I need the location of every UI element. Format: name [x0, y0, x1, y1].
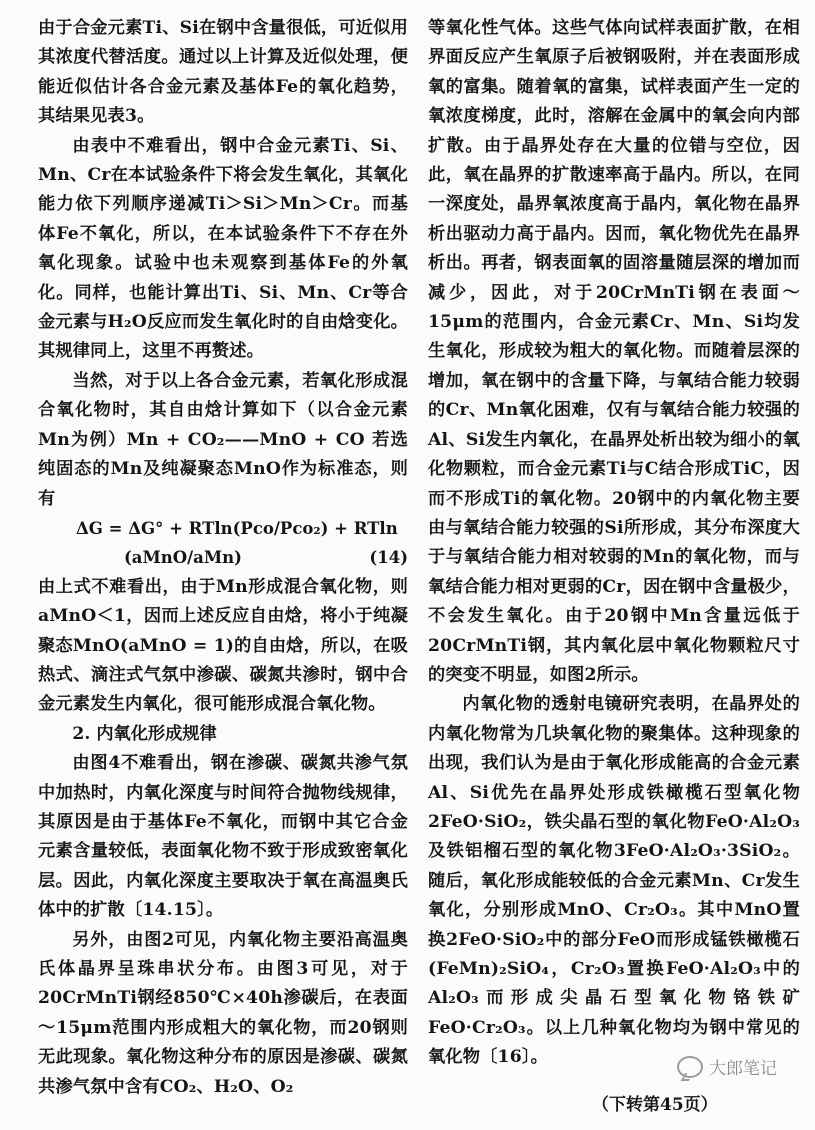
paragraph: 由表中不难看出，钢中合金元素Ti、Si、Mn、Cr在本试验条件下将会发生氧化，其氧化能力依下列顺序递减Ti＞Si＞Mn＞Cr。而基体Fe不氧化，所以，在本试验条件下不存在外氧化现象。试验中也未观察到基体Fe的外氧化。同样，也能计算出Ti、Si、Mn、Cr等合金元素与H₂O反应而发生氧化时的自由焓变化。其规律同上，这里不再赘述。: [38, 135, 408, 362]
equation-14-continued: [38, 543, 408, 572]
continuation-note: （下转第45页）: [592, 1095, 718, 1115]
paragraph: 当然，对于以上各合金元素，若氧化形成混合氧化物时，其自由焓计算如下（以合金元素Mn为例）Mn + CO₂——MnO + CO 若选纯固态的Mn及纯凝聚态MnO作为标准态，则有: [38, 370, 408, 509]
paragraph: 由图4不难看出，钢在渗碳、碳氮共渗气氛中加热时，内氧化深度与时间符合抛物线规律，其原因是由于基体Fe不氧化，而钢中其它合金元素含量较低，表面氧化物不致于形成致密氧化层。因此，内氧化深度主要取决于氧在高温奥氏体中的扩散〔14.15〕。: [38, 753, 408, 921]
paragraph: 内氧化物的透射电镜研究表明，在晶界处的内氧化物常为几块氧化物的聚集体。这种现象的出现，我们认为是由于氧化形成能高的合金元素Al、Si优先在晶界处形成铁橄榄石型氧化物2FeO·SiO₂，铁尖晶石型的氧化物FeO·Al₂O₃及铁铝榴石型的氧化物3FeO·Al₂O₃·3SiO₂。随后，氧化形成能较低的合金元素Mn、Cr发生氧化，分别形成MnO、Cr₂O₃。其中MnO置换2FeO·SiO₂中的部分FeO而形成锰铁橄榄石(FeMn)₂SiO₄，Cr₂O₃置换FeO·Al₂O₃中的Al₂O₃而形成尖晶石型氧化物铬铁矿FeO·Cr₂O₃。以上几种氧化物均为钢中常见的氧化物〔16〕。: [428, 694, 800, 1068]
watermark: [677, 1054, 777, 1079]
paragraph: 等氧化性气体。这些气体向试样表面扩散，在相界面反应产生氧原子后被钢吸附，并在表面形成氧的富集。随着氧的富集，试样表面产生一定的氧浓度梯度，此时，溶解在金属中的氧会向内部扩散。由于晶界处存在大量的位错与空位，因此，氧在晶界的扩散速率高于晶内。所以，在同一深度处，晶界氧浓度高于晶内，氧化物在晶界析出驱动力高于晶内。因而，氧化物优先在晶界析出。再者，钢表面氧的固溶量随层深的增加而减少，因此，对于20CrMnTi钢在表面～15μm的范围内，合金元素Cr、Mn、Si均发生氧化，形成较为粗大的氧化物。而随着层深的增加，氧在钢中的含量下降，与氧结合能力较弱的Cr、Mn氧化困难，仅有与氧结合能力较强的Al、Si发生内氧化，在晶界处析出较为细小的氧化物颗粒，而合金元素Ti与C结合形成TiC，因而不形成Ti的氧化物。20钢中的内氧化物主要由与氧结合能力较强的Si所形成，其分布深度大于与氧结合能力相对较弱的Mn的氧化物，而与氧结合能力相对更弱的Cr，因在钢中含量极少，不会发生氧化。由于20钢中Mn含量远低于20CrMnTi钢，其内氧化层中氧化物颗粒尺寸的突变不明显，如图2所示。: [428, 18, 800, 685]
watermark-text: 大郎笔记: [709, 1059, 777, 1079]
left-column: [38, 14, 408, 1102]
paragraph: 另外，由图2可见，内氧化物主要沿高温奥氏体晶界呈珠串状分布。由图3可见，对于20CrMnTi钢经850℃×40h渗碳后，在表面～15μm范围内形成粗大的氧化物，而20钢则无此现象。氧化物这种分布的原因是渗碳、碳氮共渗气氛中含有CO₂、H₂O、O₂: [38, 929, 408, 1097]
equation-number: (14): [369, 548, 408, 568]
paragraph: 由于合金元素Ti、Si在钢中含量很低，可近似用其浓度代替活度。通过以上计算及近似处理，便能近似估计各合金元素及基体Fe的氧化趋势，其结果见表3。: [38, 18, 408, 127]
section-heading: 2. 内氧化形成规律: [72, 723, 217, 744]
chat-bubble-icon: [677, 1056, 703, 1078]
right-column: [428, 14, 800, 1073]
equation-14: ΔG = ΔG° + RTln(Pco/Pco₂) + RTln: [76, 518, 398, 538]
equation-activity-ratio: (aMnO/aMn): [124, 548, 242, 568]
paragraph: 由上式不难看出，由于Mn形成混合氧化物，则aMnO＜1，因而上述反应自由焓，将小于纯凝聚态MnO(aMnO = 1)的自由焓，所以，在吸热式、滴注式气氛中渗碳、碳氮共渗时，钢中合金元素发生内氧化，很可能形成混合氧化物。: [38, 576, 408, 715]
